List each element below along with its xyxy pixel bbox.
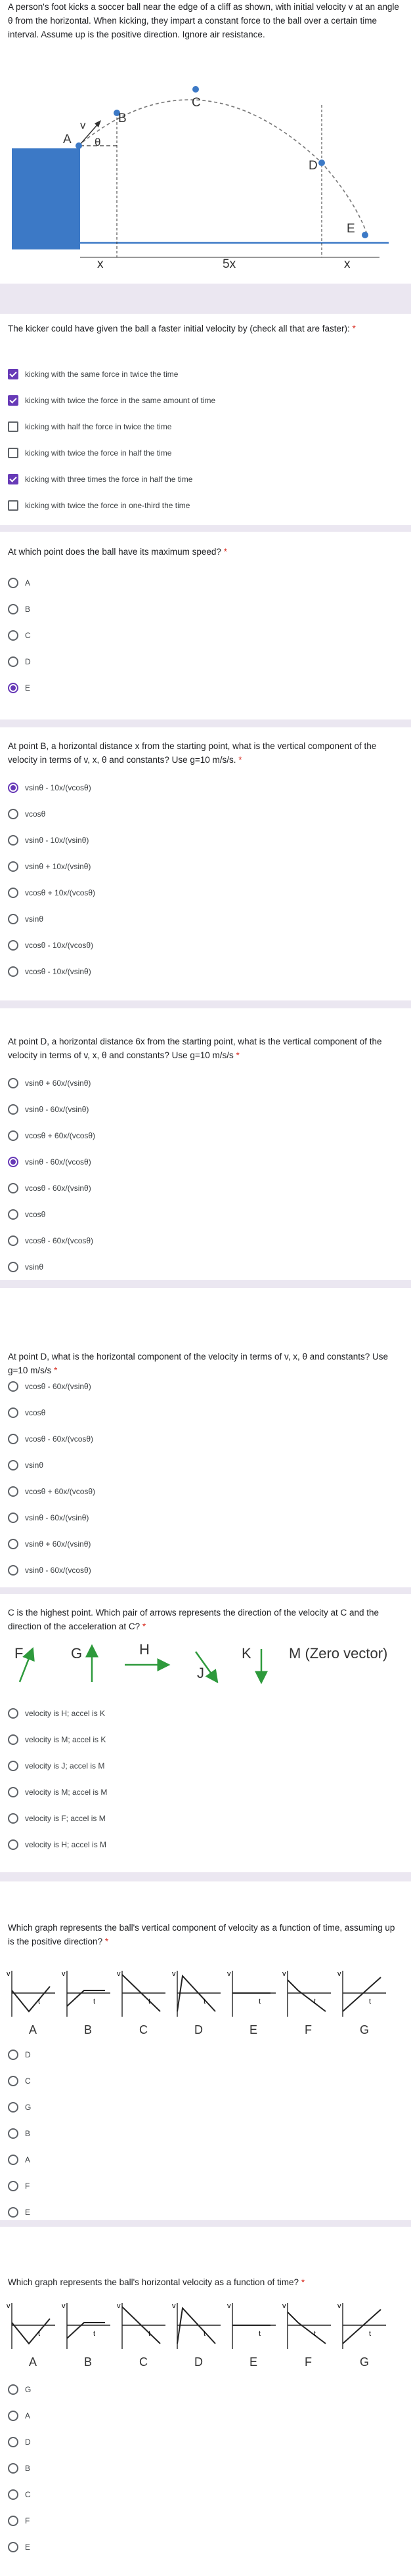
arrow-label-h: H bbox=[139, 1642, 150, 1658]
graph-axes bbox=[67, 2303, 110, 2349]
graph-curve bbox=[12, 2319, 50, 2344]
radio-option[interactable] bbox=[8, 2481, 31, 2508]
radio-button[interactable] bbox=[8, 1235, 18, 1246]
question-card-max-speed bbox=[0, 532, 411, 719]
arrow-label-f: F bbox=[14, 1645, 24, 1662]
radio-button[interactable] bbox=[8, 1262, 18, 1272]
option-label: vcosθ bbox=[25, 1408, 46, 1417]
axis-label-t: t bbox=[93, 1998, 96, 2006]
question-text: At which point does the ball have its maximum speed? * bbox=[8, 547, 227, 557]
radio-option[interactable] bbox=[8, 1228, 95, 1254]
option-label: vcosθ - 60x/(vcosθ) bbox=[25, 1434, 94, 1444]
label-v: v bbox=[80, 119, 86, 131]
axis-label-v: v bbox=[7, 1970, 11, 1978]
radio-button[interactable] bbox=[8, 1486, 18, 1497]
radio-option[interactable] bbox=[8, 2403, 31, 2429]
graph-label: G bbox=[360, 2355, 370, 2369]
graph-axes bbox=[12, 1971, 55, 2017]
option-label: C bbox=[25, 2490, 31, 2499]
option-label: velocity is M; accel is M bbox=[25, 1788, 108, 1797]
radio-button[interactable] bbox=[8, 2102, 18, 2113]
graph-label: C bbox=[139, 2023, 148, 2036]
radio-button[interactable] bbox=[8, 1130, 18, 1141]
radio-button[interactable] bbox=[8, 2411, 18, 2421]
question-card-vertical-velocity-graph bbox=[0, 1881, 411, 2220]
axis-label-t: t bbox=[314, 1998, 316, 2006]
intro-card bbox=[0, 0, 411, 284]
graph-g bbox=[337, 1970, 386, 2036]
graph-curve bbox=[343, 2309, 381, 2344]
axis-label-t: t bbox=[369, 1998, 372, 2006]
dist-label-x2: x bbox=[344, 257, 351, 271]
option-list bbox=[8, 1373, 95, 1583]
graph-a bbox=[7, 2302, 55, 2369]
graph-a bbox=[7, 1970, 55, 2036]
radio-button[interactable] bbox=[8, 1565, 18, 1576]
option-label: A bbox=[25, 2411, 31, 2420]
radio-button[interactable] bbox=[8, 1539, 18, 1549]
option-list bbox=[8, 2376, 31, 2560]
option-label: F bbox=[25, 2516, 30, 2525]
radio-option[interactable] bbox=[8, 1175, 95, 1201]
graph-f bbox=[282, 2302, 331, 2369]
axis-label-t: t bbox=[204, 1998, 206, 2006]
radio-button[interactable] bbox=[8, 861, 18, 872]
radio-button[interactable] bbox=[8, 2207, 18, 2218]
radio-button[interactable] bbox=[8, 2155, 18, 2165]
radio-button[interactable] bbox=[8, 2516, 18, 2526]
checkbox-checked[interactable] bbox=[8, 395, 18, 406]
option-label: vcosθ - 60x/(vsinθ) bbox=[25, 1184, 91, 1193]
radio-option[interactable] bbox=[8, 1096, 95, 1123]
checkbox-option[interactable] bbox=[8, 466, 215, 492]
option-label: vcosθ - 60x/(vcosθ) bbox=[25, 1236, 94, 1245]
radio-option[interactable] bbox=[8, 1832, 107, 1858]
point-d bbox=[318, 160, 325, 166]
checkbox-unchecked[interactable] bbox=[8, 500, 18, 511]
radio-option[interactable] bbox=[8, 801, 95, 827]
checkbox-unchecked[interactable] bbox=[8, 421, 18, 432]
radio-option[interactable] bbox=[8, 2508, 31, 2534]
option-label: vsinθ bbox=[25, 1461, 44, 1470]
axis-label-t: t bbox=[259, 2330, 261, 2338]
question-text: At point D, a horizontal distance 6x from the starting point, what is the vertical component of the velocity in terms of v, x, θ and constants? Use g=10 m/s/s * bbox=[8, 1037, 382, 1060]
radio-button[interactable] bbox=[8, 2384, 18, 2395]
option-label: C bbox=[25, 2076, 31, 2086]
arrow-label-m: M (Zero vector) bbox=[289, 1645, 388, 1662]
option-label: velocity is F; accel is M bbox=[25, 1814, 106, 1823]
option-label: A bbox=[25, 2155, 31, 2164]
question-text: The kicker could have given the ball a faster initial velocity by (check all that are faster): * bbox=[8, 324, 356, 333]
graph-label: G bbox=[360, 2023, 370, 2036]
option-label: vsinθ - 10x/(vsinθ) bbox=[25, 836, 89, 845]
dist-label-5x: 5x bbox=[223, 257, 236, 271]
radio-button[interactable] bbox=[8, 809, 18, 819]
radio-option[interactable] bbox=[8, 2429, 31, 2455]
graph-c bbox=[117, 1970, 165, 2036]
radio-button-selected[interactable] bbox=[8, 783, 18, 793]
question-card-arrows-at-c bbox=[0, 1594, 411, 1872]
graph-curve bbox=[177, 2308, 215, 2344]
graph-label: A bbox=[29, 2355, 37, 2369]
radio-option[interactable] bbox=[8, 1478, 95, 1505]
option-label: kicking with the same force in twice the time bbox=[25, 370, 179, 379]
radio-option[interactable] bbox=[8, 1400, 95, 1426]
option-label: vcosθ + 60x/(vcosθ) bbox=[25, 1131, 96, 1140]
radio-option[interactable] bbox=[8, 932, 95, 958]
radio-option[interactable] bbox=[8, 1505, 95, 1531]
graph-curve bbox=[288, 1980, 326, 2011]
label-a: A bbox=[63, 133, 72, 146]
graph-label: E bbox=[249, 2023, 258, 2036]
velocity-graphs-strip bbox=[7, 1968, 400, 2036]
option-label: B bbox=[25, 2129, 31, 2138]
option-label: vsinθ bbox=[25, 914, 44, 924]
graph-axes bbox=[12, 2303, 55, 2349]
radio-button[interactable] bbox=[8, 1078, 18, 1088]
label-c: C bbox=[192, 96, 201, 110]
axis-label-t: t bbox=[148, 1998, 151, 2006]
radio-button[interactable] bbox=[8, 1104, 18, 1115]
question-text: C is the highest point. Which pair of arrows represents the direction of the velocity at C and the direction of the acceleration at C? * bbox=[8, 1608, 379, 1631]
option-label: F bbox=[25, 2181, 30, 2191]
option-list bbox=[8, 1700, 107, 1858]
label-e: E bbox=[347, 222, 355, 236]
option-label: kicking with twice the force in the same amount of time bbox=[25, 396, 216, 405]
radio-option[interactable] bbox=[8, 1779, 107, 1805]
axis-label-v: v bbox=[7, 2302, 11, 2310]
graph-c bbox=[117, 2302, 165, 2369]
checkbox-checked[interactable] bbox=[8, 369, 18, 379]
graph-label: D bbox=[194, 2355, 203, 2369]
radio-button[interactable] bbox=[8, 914, 18, 924]
radio-button[interactable] bbox=[8, 630, 18, 641]
radio-option[interactable] bbox=[8, 1805, 107, 1832]
radio-option[interactable] bbox=[8, 1531, 95, 1557]
radio-option[interactable] bbox=[8, 2042, 31, 2068]
option-label: velocity is H; accel is M bbox=[25, 1840, 107, 1849]
question-card-point-d-vertical bbox=[0, 1008, 411, 1280]
radio-button[interactable] bbox=[8, 2437, 18, 2447]
option-list bbox=[8, 361, 215, 519]
option-label: C bbox=[25, 631, 31, 640]
radio-option[interactable] bbox=[8, 596, 31, 622]
option-label: kicking with half the force in twice the time bbox=[25, 422, 172, 431]
label-theta: θ bbox=[95, 136, 101, 148]
graph-curve bbox=[288, 2312, 326, 2344]
option-list bbox=[8, 570, 31, 701]
point-a bbox=[76, 142, 82, 149]
option-label: kicking with three times the force in half the time bbox=[25, 475, 193, 484]
checkbox-unchecked[interactable] bbox=[8, 448, 18, 458]
option-label: vsinθ bbox=[25, 1262, 44, 1272]
intro-text: A person's foot kicks a soccer ball near the edge of a cliff as shown, with initial velocity v at an angle θ from the horizontal. When kicking, they impart a constant force to the ball over a certain time interval. Assume up is the positive direction. Ignore air resistance. bbox=[8, 2, 399, 39]
radio-button[interactable] bbox=[8, 1183, 18, 1193]
axis-label-v: v bbox=[282, 1970, 286, 1978]
radio-button[interactable] bbox=[8, 835, 18, 846]
axis-label-v: v bbox=[117, 2302, 121, 2310]
axis-label-t: t bbox=[204, 2330, 206, 2338]
option-label: E bbox=[25, 2208, 31, 2217]
graph-e bbox=[227, 1970, 276, 2036]
option-label: B bbox=[25, 2464, 31, 2473]
radio-button[interactable] bbox=[8, 1434, 18, 1444]
radio-option[interactable] bbox=[8, 622, 31, 649]
arrow-label-j: J bbox=[197, 1665, 204, 1681]
velocity-graphs-strip bbox=[7, 2300, 400, 2369]
radio-button[interactable] bbox=[8, 1708, 18, 1719]
question-text: Which graph represents the ball's horizontal velocity as a function of time? * bbox=[8, 2277, 305, 2287]
point-e bbox=[362, 232, 368, 238]
option-label: B bbox=[25, 605, 31, 614]
radio-button[interactable] bbox=[8, 1460, 18, 1470]
radio-option[interactable] bbox=[8, 906, 95, 932]
option-list bbox=[8, 1070, 95, 1280]
radio-option[interactable] bbox=[8, 1426, 95, 1452]
graph-label: D bbox=[194, 2023, 203, 2036]
axis-label-v: v bbox=[227, 1970, 231, 1978]
graph-b bbox=[62, 1970, 110, 2036]
radio-button-selected[interactable] bbox=[8, 683, 18, 693]
radio-button[interactable] bbox=[8, 1813, 18, 1824]
radio-option[interactable] bbox=[8, 675, 31, 701]
radio-option[interactable] bbox=[8, 2534, 31, 2560]
question-card-point-b-vertical bbox=[0, 727, 411, 1000]
option-label: A bbox=[25, 578, 31, 588]
graph-label: F bbox=[305, 2355, 312, 2369]
option-label: G bbox=[25, 2103, 32, 2112]
radio-option[interactable] bbox=[8, 570, 31, 596]
axis-label-v: v bbox=[62, 2302, 66, 2310]
radio-option[interactable] bbox=[8, 1452, 95, 1478]
option-label: vsinθ + 60x/(vsinθ) bbox=[25, 1079, 91, 1088]
radio-button[interactable] bbox=[8, 2463, 18, 2474]
radio-option[interactable] bbox=[8, 2455, 31, 2481]
radio-button[interactable] bbox=[8, 2128, 18, 2139]
radio-button[interactable] bbox=[8, 1381, 18, 1392]
option-label: velocity is J; accel is M bbox=[25, 1761, 105, 1771]
axis-label-t: t bbox=[369, 2330, 372, 2338]
axis-label-t: t bbox=[93, 2330, 96, 2338]
option-label: vcosθ - 10x/(vcosθ) bbox=[25, 941, 94, 950]
radio-button[interactable] bbox=[8, 1407, 18, 1418]
option-label: vcosθ bbox=[25, 809, 46, 819]
question-text: At point D, what is the horizontal component of the velocity in terms of v, x, θ and constants? Use g=10 m/s/s * bbox=[8, 1352, 389, 1375]
option-label: E bbox=[25, 683, 31, 693]
option-label: vsinθ + 10x/(vsinθ) bbox=[25, 862, 91, 871]
radio-option[interactable] bbox=[8, 2173, 31, 2199]
axis-label-t: t bbox=[148, 2330, 151, 2338]
point-c bbox=[192, 86, 199, 93]
radio-option[interactable] bbox=[8, 1149, 95, 1175]
radio-option[interactable] bbox=[8, 880, 95, 906]
radio-button[interactable] bbox=[8, 1761, 18, 1771]
radio-button[interactable] bbox=[8, 604, 18, 614]
label-d: D bbox=[309, 159, 318, 173]
graph-curve bbox=[343, 1977, 381, 2011]
radio-option[interactable] bbox=[8, 2199, 31, 2225]
axis-label-v: v bbox=[337, 1970, 341, 1978]
radio-button[interactable] bbox=[8, 1209, 18, 1220]
graph-label: A bbox=[29, 2023, 37, 2036]
axis-label-t: t bbox=[259, 1998, 261, 2006]
radio-option[interactable] bbox=[8, 1123, 95, 1149]
radio-button[interactable] bbox=[8, 966, 18, 977]
axis-label-v: v bbox=[62, 1970, 66, 1978]
axis-label-v: v bbox=[172, 2302, 176, 2310]
radio-option[interactable] bbox=[8, 1727, 107, 1753]
cliff-block bbox=[12, 148, 80, 249]
option-list bbox=[8, 2042, 31, 2225]
axis-label-v: v bbox=[172, 1970, 176, 1978]
option-label: G bbox=[25, 2385, 32, 2394]
option-list bbox=[8, 775, 95, 985]
option-label: vcosθ + 60x/(vcosθ) bbox=[25, 1487, 96, 1496]
radio-button[interactable] bbox=[8, 578, 18, 588]
question-card-faster-velocity bbox=[0, 314, 411, 525]
radio-button[interactable] bbox=[8, 1787, 18, 1797]
radio-button[interactable] bbox=[8, 1839, 18, 1850]
radio-button[interactable] bbox=[8, 940, 18, 951]
radio-option[interactable] bbox=[8, 2068, 31, 2094]
graph-f bbox=[282, 1970, 331, 2036]
option-label: vsinθ - 60x/(vsinθ) bbox=[25, 1513, 89, 1522]
option-label: vsinθ - 60x/(vcosθ) bbox=[25, 1566, 91, 1575]
option-label: kicking with twice the force in one-third the time bbox=[25, 501, 190, 510]
graph-d bbox=[172, 1970, 221, 2036]
radio-button[interactable] bbox=[8, 1513, 18, 1523]
option-label: vsinθ + 60x/(vsinθ) bbox=[25, 1539, 91, 1549]
radio-option[interactable] bbox=[8, 1070, 95, 1096]
graph-g bbox=[337, 2302, 386, 2369]
option-label: D bbox=[25, 2050, 31, 2059]
radio-button[interactable] bbox=[8, 1734, 18, 1745]
radio-option[interactable] bbox=[8, 775, 95, 801]
radio-option[interactable] bbox=[8, 2376, 31, 2403]
radio-button[interactable] bbox=[8, 888, 18, 898]
checkbox-option[interactable] bbox=[8, 492, 215, 519]
radio-button[interactable] bbox=[8, 2181, 18, 2191]
option-label: velocity is M; accel is K bbox=[25, 1735, 106, 1744]
axis-label-t: t bbox=[38, 2330, 41, 2338]
option-label: D bbox=[25, 657, 31, 666]
radio-option[interactable] bbox=[8, 1557, 95, 1583]
radio-option[interactable] bbox=[8, 2120, 31, 2147]
graph-axes bbox=[67, 1971, 110, 2017]
option-label: D bbox=[25, 2437, 31, 2447]
radio-option[interactable] bbox=[8, 958, 95, 985]
radio-option[interactable] bbox=[8, 2147, 31, 2173]
checkbox-option[interactable] bbox=[8, 361, 215, 387]
checkbox-option[interactable] bbox=[8, 387, 215, 414]
radio-option[interactable] bbox=[8, 1753, 107, 1779]
graph-curve bbox=[12, 1986, 50, 2011]
dist-label-x1: x bbox=[97, 257, 104, 271]
option-label: vsinθ - 60x/(vsinθ) bbox=[25, 1105, 89, 1114]
option-label: vsinθ - 60x/(vcosθ) bbox=[25, 1157, 91, 1167]
arrow-choices-diagram bbox=[8, 1642, 402, 1695]
question-text: At point B, a horizontal distance x from the starting point, what is the vertical component of the velocity in terms of v, x, θ and constants? Use g=10 m/s/s. * bbox=[8, 741, 377, 765]
axis-label-v: v bbox=[337, 2302, 341, 2310]
graph-d bbox=[172, 2302, 221, 2369]
axis-label-t: t bbox=[314, 2330, 316, 2338]
radio-button[interactable] bbox=[8, 656, 18, 667]
radio-button[interactable] bbox=[8, 2050, 18, 2060]
checkbox-option[interactable] bbox=[8, 440, 215, 466]
axis-label-v: v bbox=[117, 1970, 121, 1978]
arrow-label-g: G bbox=[71, 1645, 83, 1662]
radio-option[interactable] bbox=[8, 1254, 95, 1280]
graph-label: E bbox=[249, 2355, 258, 2369]
option-label: vcosθ bbox=[25, 1210, 46, 1219]
option-label: velocity is H; accel is K bbox=[25, 1709, 106, 1718]
cliff-trajectory-diagram bbox=[8, 85, 402, 276]
option-label: vsinθ - 10x/(vcosθ) bbox=[25, 783, 91, 792]
axis-label-v: v bbox=[282, 2302, 286, 2310]
radio-option[interactable] bbox=[8, 2094, 31, 2120]
option-label: E bbox=[25, 2543, 31, 2552]
radio-button[interactable] bbox=[8, 2542, 18, 2552]
checkbox-checked[interactable] bbox=[8, 474, 18, 484]
axis-label-t: t bbox=[38, 1998, 41, 2006]
radio-option[interactable] bbox=[8, 1373, 95, 1400]
radio-button[interactable] bbox=[8, 2076, 18, 2086]
radio-option[interactable] bbox=[8, 1700, 107, 1727]
question-card-point-d-horizontal bbox=[0, 1288, 411, 1587]
checkbox-option[interactable] bbox=[8, 414, 215, 440]
question-text: Which graph represents the ball's vertical component of velocity as a function of time, assuming up is the positive direction? * bbox=[8, 1923, 395, 1946]
option-label: kicking with twice the force in half the time bbox=[25, 448, 172, 458]
radio-option[interactable] bbox=[8, 853, 95, 880]
radio-option[interactable] bbox=[8, 827, 95, 853]
graph-label: B bbox=[84, 2355, 93, 2369]
option-label: vcosθ - 10x/(vsinθ) bbox=[25, 967, 91, 976]
axis-label-v: v bbox=[227, 2302, 231, 2310]
radio-button[interactable] bbox=[8, 2489, 18, 2500]
graph-curve bbox=[177, 1976, 215, 2011]
graph-label: C bbox=[139, 2355, 148, 2369]
question-card-horizontal-velocity-graph bbox=[0, 2227, 411, 2576]
graph-b bbox=[62, 2302, 110, 2369]
graph-label: F bbox=[305, 2023, 312, 2036]
radio-button-selected[interactable] bbox=[8, 1157, 18, 1167]
option-label: vcosθ - 60x/(vsinθ) bbox=[25, 1382, 91, 1391]
label-b: B bbox=[118, 112, 127, 125]
arrow-label-k: K bbox=[242, 1645, 251, 1662]
option-label: vcosθ + 10x/(vcosθ) bbox=[25, 888, 96, 897]
radio-option[interactable] bbox=[8, 1201, 95, 1228]
graph-label: B bbox=[84, 2023, 93, 2036]
graph-e bbox=[227, 2302, 276, 2369]
radio-option[interactable] bbox=[8, 649, 31, 675]
